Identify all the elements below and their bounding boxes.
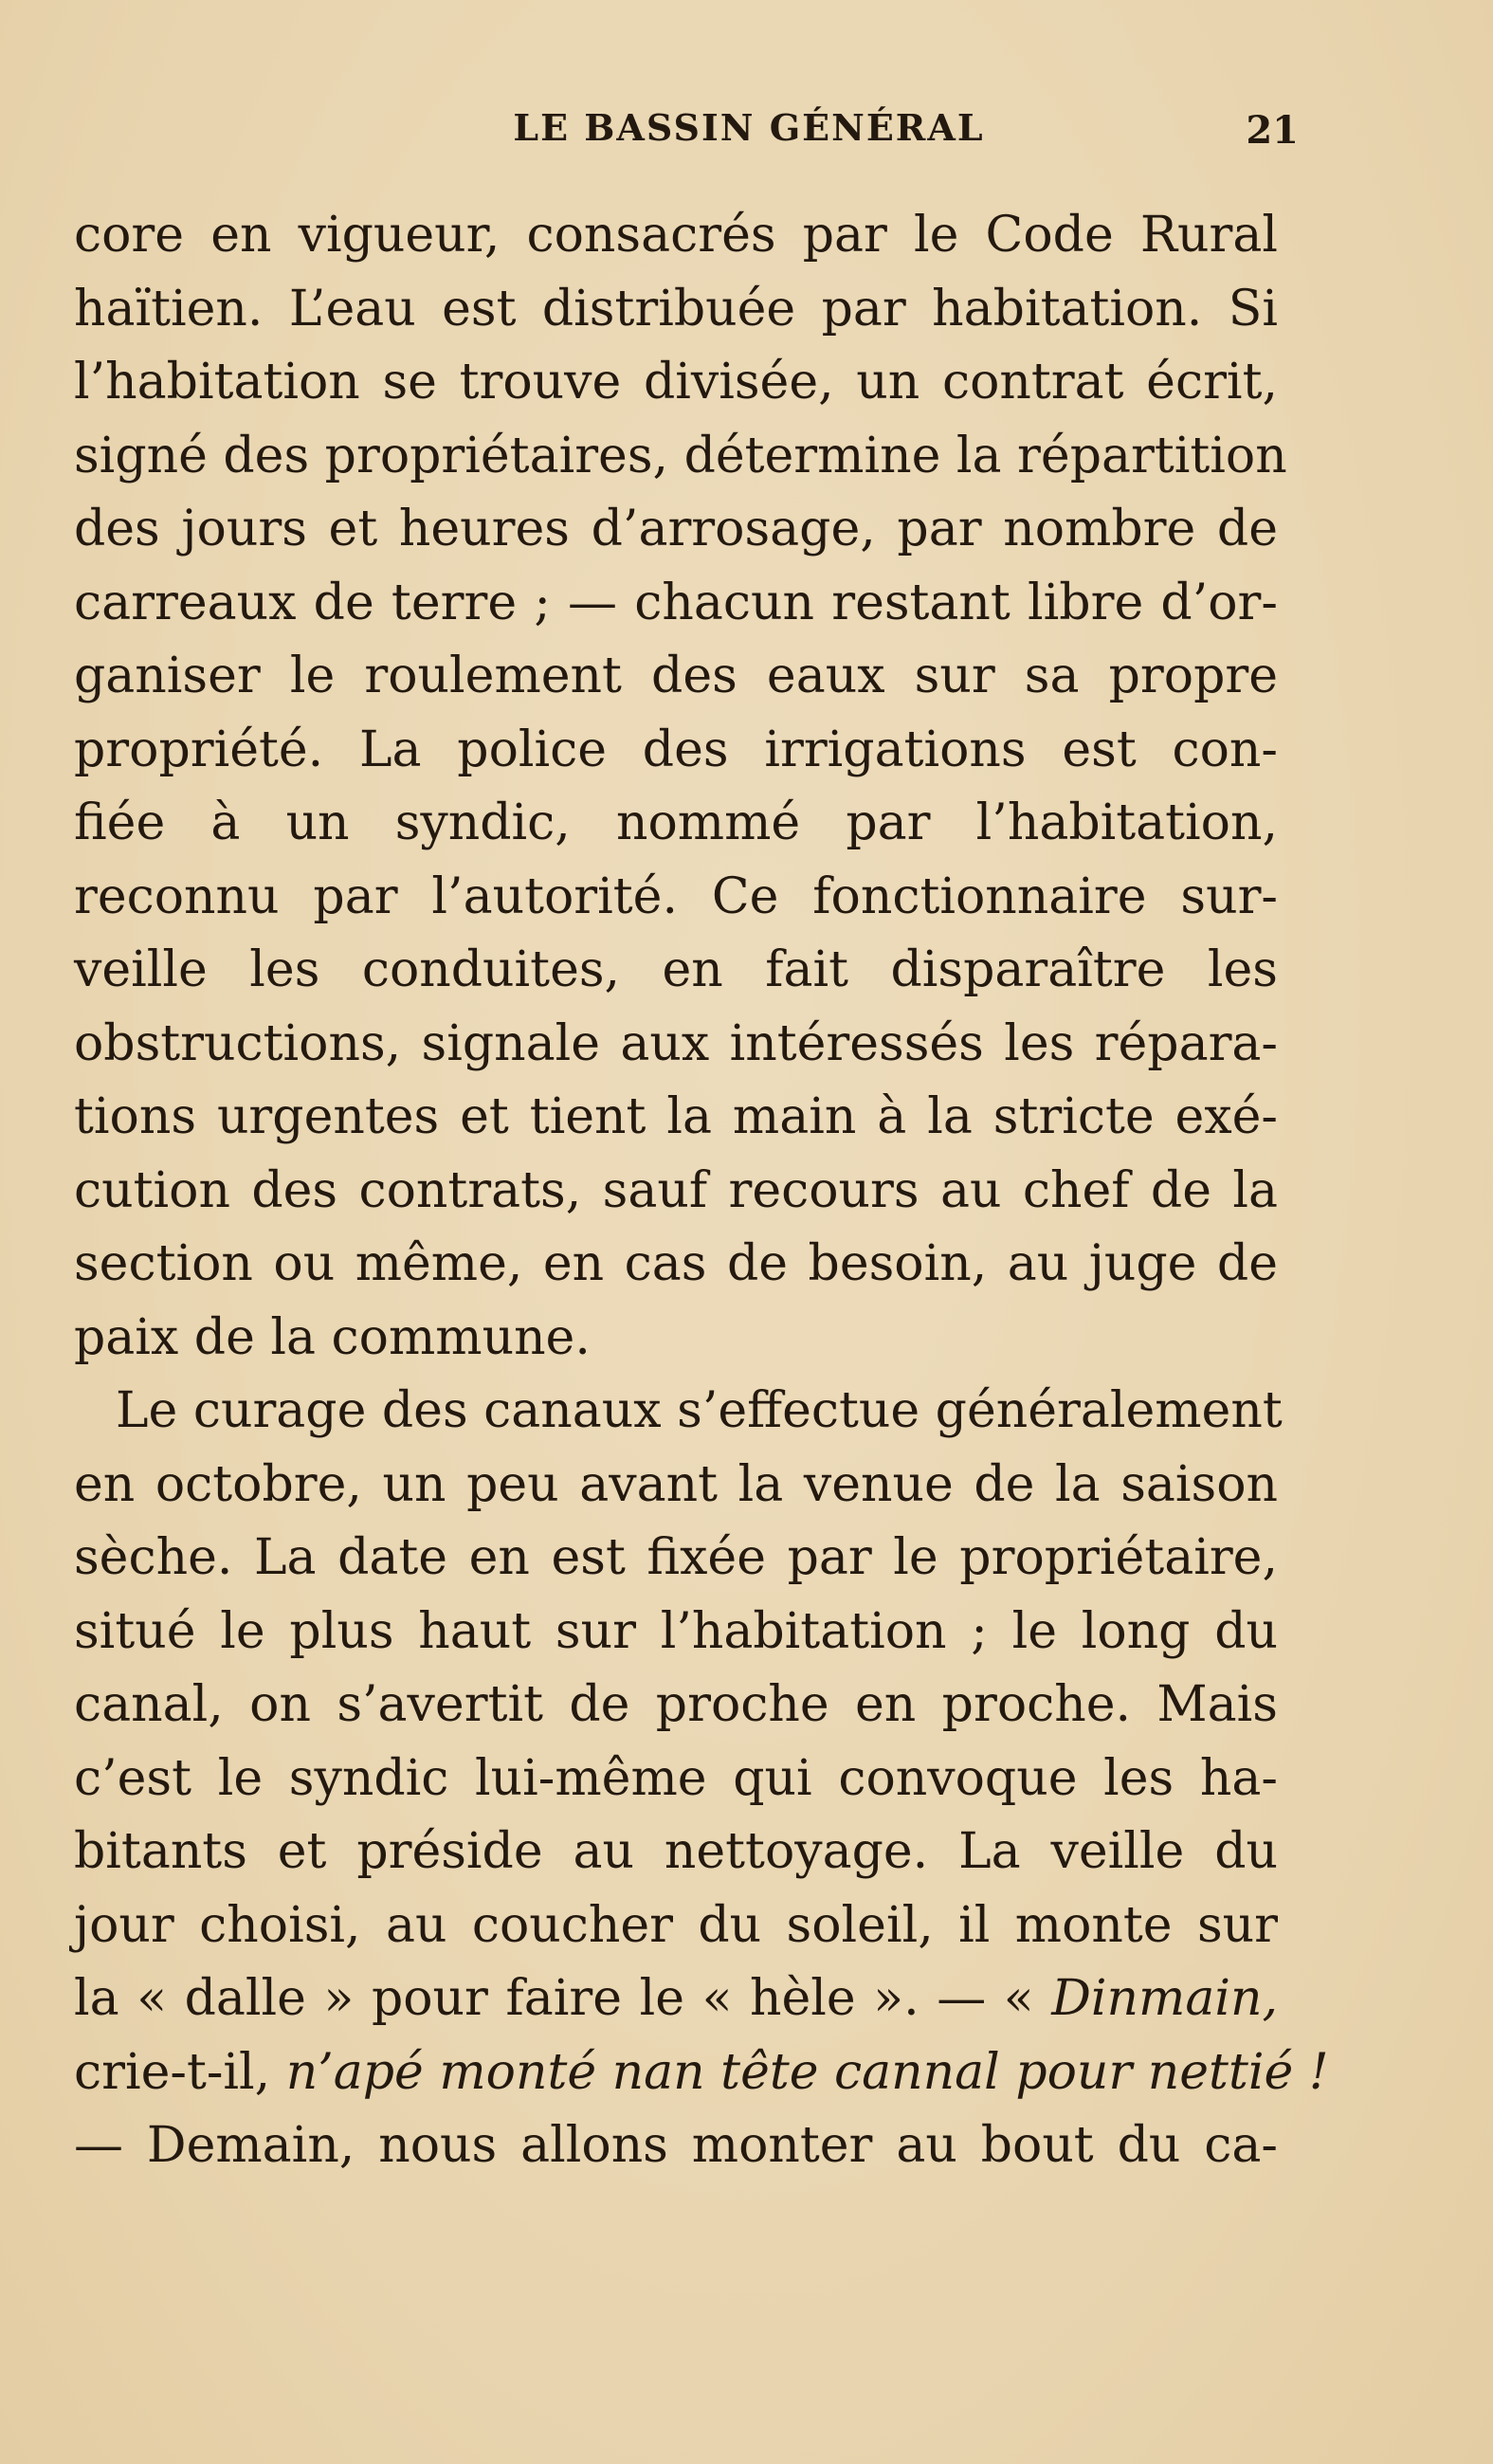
text-line: canal, on s’avertit de proche en proche. Mais bbox=[74, 1676, 1278, 1733]
text-line: obstructions, signale aux intéressés les répara- bbox=[74, 1014, 1278, 1072]
italic-creole-phrase: n’apé monté nan tête cannal pour nettié ! bbox=[285, 2043, 1329, 2101]
body-text bbox=[74, 199, 1329, 2183]
text-line: l’habitation se trouve divisée, un contrat écrit, bbox=[74, 354, 1278, 411]
text-line: haïtien. L’eau est distribuée par habitation. Si bbox=[74, 280, 1278, 338]
running-title: LE BASSIN GÉNÉRAL bbox=[513, 106, 985, 149]
text-line bbox=[74, 2036, 1329, 2110]
text-line: sèche. La date en est fixée par le propriétaire, bbox=[74, 1529, 1278, 1586]
text-line: bitants et préside au nettoyage. La veille du bbox=[74, 1823, 1278, 1880]
text-line: carreaux de terre ; — chacun restant libre d’or- bbox=[74, 574, 1278, 631]
text-run: crie-t-il, bbox=[74, 2043, 286, 2101]
page-number: 21 bbox=[1246, 108, 1299, 153]
text-line: core en vigueur, consacrés par le Code Rural bbox=[74, 207, 1278, 264]
text-line: cution des contrats, sauf recours au chef de la bbox=[74, 1161, 1278, 1219]
text-line: c’est le syndic lui-même qui convoque les ha- bbox=[74, 1749, 1278, 1807]
text-line bbox=[74, 1962, 1278, 2036]
text-run: la « dalle » pour faire le « hèle ». — « bbox=[74, 1970, 1052, 2027]
italic-creole-word: Dinmain, bbox=[1051, 1970, 1278, 2027]
text-line: fiée à un syndic, nommé par l’habitation, bbox=[74, 794, 1278, 851]
text-line: situé le plus haut sur l’habitation ; le long du bbox=[74, 1602, 1278, 1660]
text-line: paix de la commune. bbox=[74, 1308, 591, 1366]
text-line: propriété. La police des irrigations est con- bbox=[74, 721, 1278, 778]
text-line: Le curage des canaux s’effectue généralement bbox=[116, 1382, 1283, 1439]
text-line: signé des propriétaires, détermine la répartition bbox=[74, 427, 1287, 484]
text-line: ganiser le roulement des eaux sur sa propre bbox=[74, 648, 1278, 704]
text-line: — Demain, nous allons monter au bout du ca- bbox=[74, 2117, 1278, 2174]
text-line: jour choisi, au coucher du soleil, il monte sur bbox=[74, 1896, 1278, 1954]
text-line: en octobre, un peu avant la venue de la saison bbox=[74, 1455, 1278, 1513]
text-line: section ou même, en cas de besoin, au juge de bbox=[74, 1235, 1278, 1292]
text-line: veille les conduites, en fait disparaître les bbox=[74, 941, 1278, 998]
text-line: des jours et heures d’arrosage, par nombre de bbox=[74, 501, 1278, 557]
running-head bbox=[76, 106, 1299, 163]
text-line: tions urgentes et tient la main à la stricte exé- bbox=[74, 1088, 1278, 1145]
text-line: reconnu par l’autorité. Ce fonctionnaire sur- bbox=[74, 867, 1278, 925]
